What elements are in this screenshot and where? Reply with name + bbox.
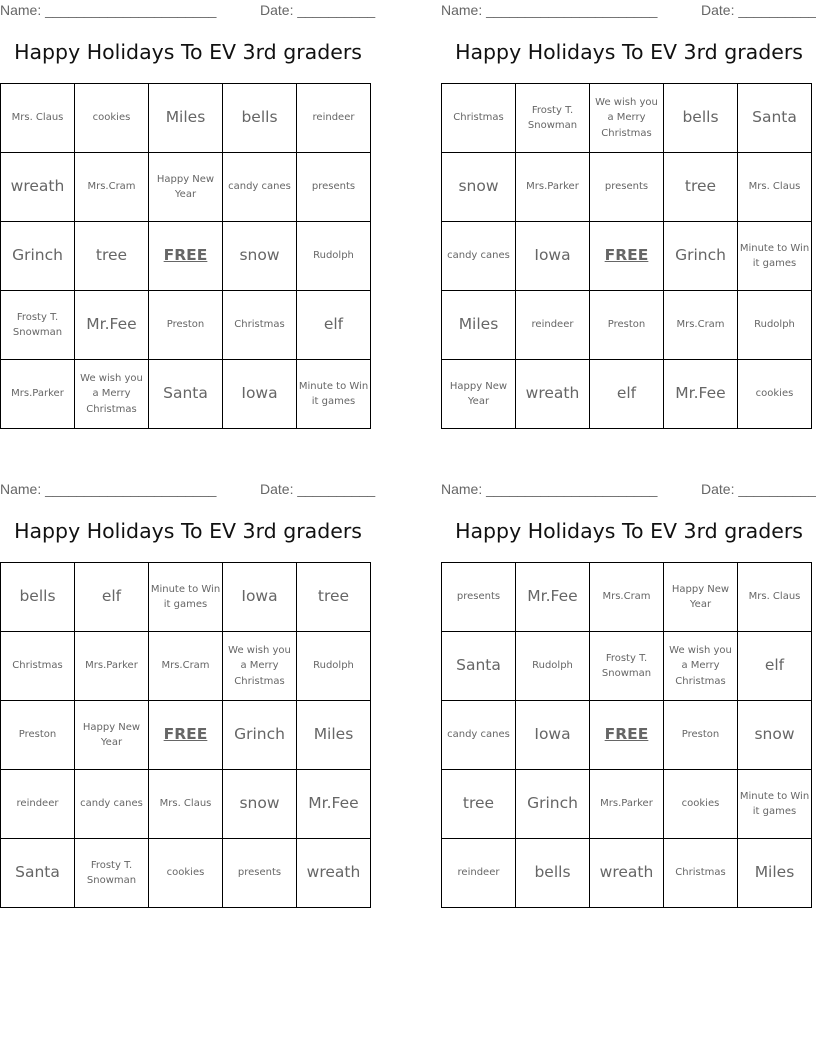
bingo-cell: presents xyxy=(590,153,664,222)
bingo-cell: bells xyxy=(516,839,590,908)
bingo-cell: Happy New Year xyxy=(664,563,738,632)
bingo-cell: reindeer xyxy=(516,291,590,360)
bingo-cell: elf xyxy=(590,360,664,429)
bingo-row xyxy=(1,360,371,429)
date-field-label: Date: __________ xyxy=(701,2,816,18)
bingo-cell: Grinch xyxy=(223,701,297,770)
bingo-cell: Christmas xyxy=(223,291,297,360)
free-space: FREE xyxy=(149,222,223,291)
card-title: Happy Holidays To EV 3rd graders xyxy=(14,519,362,543)
bingo-cell: Mrs. Claus xyxy=(1,84,75,153)
bingo-cell: candy canes xyxy=(442,701,516,770)
bingo-row xyxy=(442,632,812,701)
name-field-label: Name: ______________________ xyxy=(0,481,217,497)
bingo-cell: Santa xyxy=(738,84,812,153)
bingo-cell: Happy New Year xyxy=(442,360,516,429)
bingo-cell: Grinch xyxy=(516,770,590,839)
date-field-label: Date: __________ xyxy=(260,481,376,497)
bingo-cell: elf xyxy=(297,291,371,360)
name-field-label: Name: ______________________ xyxy=(0,2,217,18)
bingo-cell: Christmas xyxy=(442,84,516,153)
bingo-cell: Mr.Fee xyxy=(75,291,149,360)
name-date-line xyxy=(441,481,816,499)
bingo-cell: Mrs.Cram xyxy=(590,563,664,632)
bingo-cell: Mrs.Cram xyxy=(149,632,223,701)
bingo-cell: Rudolph xyxy=(297,632,371,701)
bingo-cell: candy canes xyxy=(75,770,149,839)
bingo-cell: wreath xyxy=(297,839,371,908)
bingo-cell: Mrs. Claus xyxy=(738,153,812,222)
bingo-cell: cookies xyxy=(149,839,223,908)
name-field-label: Name: ______________________ xyxy=(441,481,658,497)
bingo-cell: elf xyxy=(738,632,812,701)
bingo-cell: Happy New Year xyxy=(149,153,223,222)
bingo-cell: Christmas xyxy=(664,839,738,908)
bingo-row xyxy=(1,563,371,632)
bingo-cell: cookies xyxy=(75,84,149,153)
bingo-cell: wreath xyxy=(590,839,664,908)
bingo-row xyxy=(1,84,371,153)
bingo-row xyxy=(442,770,812,839)
bingo-cell: wreath xyxy=(516,360,590,429)
bingo-cell: We wish you a Merry Christmas xyxy=(590,84,664,153)
bingo-cell: reindeer xyxy=(1,770,75,839)
bingo-cell: elf xyxy=(75,563,149,632)
bingo-cell: Minute to Win it games xyxy=(738,770,812,839)
bingo-row xyxy=(1,839,371,908)
bingo-cell: Iowa xyxy=(516,222,590,291)
bingo-cell: Frosty T. Snowman xyxy=(516,84,590,153)
bingo-grid xyxy=(0,562,371,908)
bingo-row xyxy=(442,291,812,360)
bingo-cell: Miles xyxy=(297,701,371,770)
free-space: FREE xyxy=(590,222,664,291)
bingo-row xyxy=(442,839,812,908)
free-space: FREE xyxy=(590,701,664,770)
bingo-cell: Preston xyxy=(1,701,75,770)
bingo-row xyxy=(442,222,812,291)
bingo-cell: tree xyxy=(75,222,149,291)
bingo-cell: reindeer xyxy=(442,839,516,908)
bingo-cell: Santa xyxy=(149,360,223,429)
bingo-cell: Minute to Win it games xyxy=(297,360,371,429)
bingo-cell: Mrs.Parker xyxy=(590,770,664,839)
bingo-cell: Preston xyxy=(664,701,738,770)
bingo-cell: Iowa xyxy=(516,701,590,770)
date-field-label: Date: __________ xyxy=(260,2,376,18)
name-date-line xyxy=(0,2,376,20)
bingo-cell: Mr.Fee xyxy=(297,770,371,839)
bingo-cell: Rudolph xyxy=(516,632,590,701)
bingo-row xyxy=(442,563,812,632)
bingo-cell: Mrs.Cram xyxy=(75,153,149,222)
bingo-cell: snow xyxy=(223,770,297,839)
bingo-cell: Preston xyxy=(149,291,223,360)
date-field-label: Date: __________ xyxy=(701,481,816,497)
bingo-cell: Santa xyxy=(1,839,75,908)
bingo-cell: Grinch xyxy=(664,222,738,291)
bingo-cell: Mr.Fee xyxy=(516,563,590,632)
bingo-cell: Christmas xyxy=(1,632,75,701)
bingo-cell: tree xyxy=(297,563,371,632)
bingo-cell: Mrs.Parker xyxy=(516,153,590,222)
bingo-cell: presents xyxy=(297,153,371,222)
bingo-row xyxy=(442,360,812,429)
bingo-row xyxy=(442,84,812,153)
bingo-cell: snow xyxy=(223,222,297,291)
bingo-cell: bells xyxy=(664,84,738,153)
bingo-cell: Frosty T. Snowman xyxy=(1,291,75,360)
bingo-cell: Minute to Win it games xyxy=(738,222,812,291)
bingo-cell: Happy New Year xyxy=(75,701,149,770)
bingo-cell: tree xyxy=(442,770,516,839)
bingo-cell: candy canes xyxy=(223,153,297,222)
bingo-cell: Rudolph xyxy=(297,222,371,291)
bingo-cell: Minute to Win it games xyxy=(149,563,223,632)
bingo-cell: Preston xyxy=(590,291,664,360)
card-title: Happy Holidays To EV 3rd graders xyxy=(455,40,803,64)
bingo-row xyxy=(1,291,371,360)
bingo-cell: bells xyxy=(223,84,297,153)
name-date-line xyxy=(441,2,816,20)
bingo-cell: Grinch xyxy=(1,222,75,291)
bingo-cell: cookies xyxy=(664,770,738,839)
bingo-cell: tree xyxy=(664,153,738,222)
bingo-cell: Frosty T. Snowman xyxy=(75,839,149,908)
bingo-cell: snow xyxy=(738,701,812,770)
bingo-cell: Miles xyxy=(738,839,812,908)
bingo-cell: Iowa xyxy=(223,563,297,632)
bingo-cell: bells xyxy=(1,563,75,632)
bingo-cell: presents xyxy=(223,839,297,908)
name-field-label: Name: ______________________ xyxy=(441,2,658,18)
bingo-row xyxy=(1,701,371,770)
bingo-grid xyxy=(0,83,371,429)
bingo-grid xyxy=(441,83,812,429)
bingo-cell: Mrs.Cram xyxy=(664,291,738,360)
bingo-cell: Frosty T. Snowman xyxy=(590,632,664,701)
bingo-cell: candy canes xyxy=(442,222,516,291)
bingo-cell: Mrs. Claus xyxy=(738,563,812,632)
bingo-cell: snow xyxy=(442,153,516,222)
bingo-cell: Miles xyxy=(442,291,516,360)
bingo-cell: Mrs.Parker xyxy=(1,360,75,429)
card-title: Happy Holidays To EV 3rd graders xyxy=(14,40,362,64)
name-date-line xyxy=(0,481,376,499)
bingo-cell: Mrs.Parker xyxy=(75,632,149,701)
bingo-cell: Mr.Fee xyxy=(664,360,738,429)
bingo-cell: wreath xyxy=(1,153,75,222)
bingo-cell: Mrs. Claus xyxy=(149,770,223,839)
bingo-cell: We wish you a Merry Christmas xyxy=(664,632,738,701)
bingo-cell: Rudolph xyxy=(738,291,812,360)
free-space: FREE xyxy=(149,701,223,770)
bingo-grid xyxy=(441,562,812,908)
bingo-cell: cookies xyxy=(738,360,812,429)
bingo-cell: Santa xyxy=(442,632,516,701)
bingo-row xyxy=(1,632,371,701)
bingo-row xyxy=(442,153,812,222)
bingo-cell: Iowa xyxy=(223,360,297,429)
bingo-row xyxy=(1,153,371,222)
bingo-row xyxy=(1,770,371,839)
bingo-row xyxy=(442,701,812,770)
bingo-cell: We wish you a Merry Christmas xyxy=(75,360,149,429)
bingo-cell: Miles xyxy=(149,84,223,153)
bingo-cell: presents xyxy=(442,563,516,632)
card-title: Happy Holidays To EV 3rd graders xyxy=(455,519,803,543)
bingo-cell: We wish you a Merry Christmas xyxy=(223,632,297,701)
bingo-row xyxy=(1,222,371,291)
bingo-cell: reindeer xyxy=(297,84,371,153)
